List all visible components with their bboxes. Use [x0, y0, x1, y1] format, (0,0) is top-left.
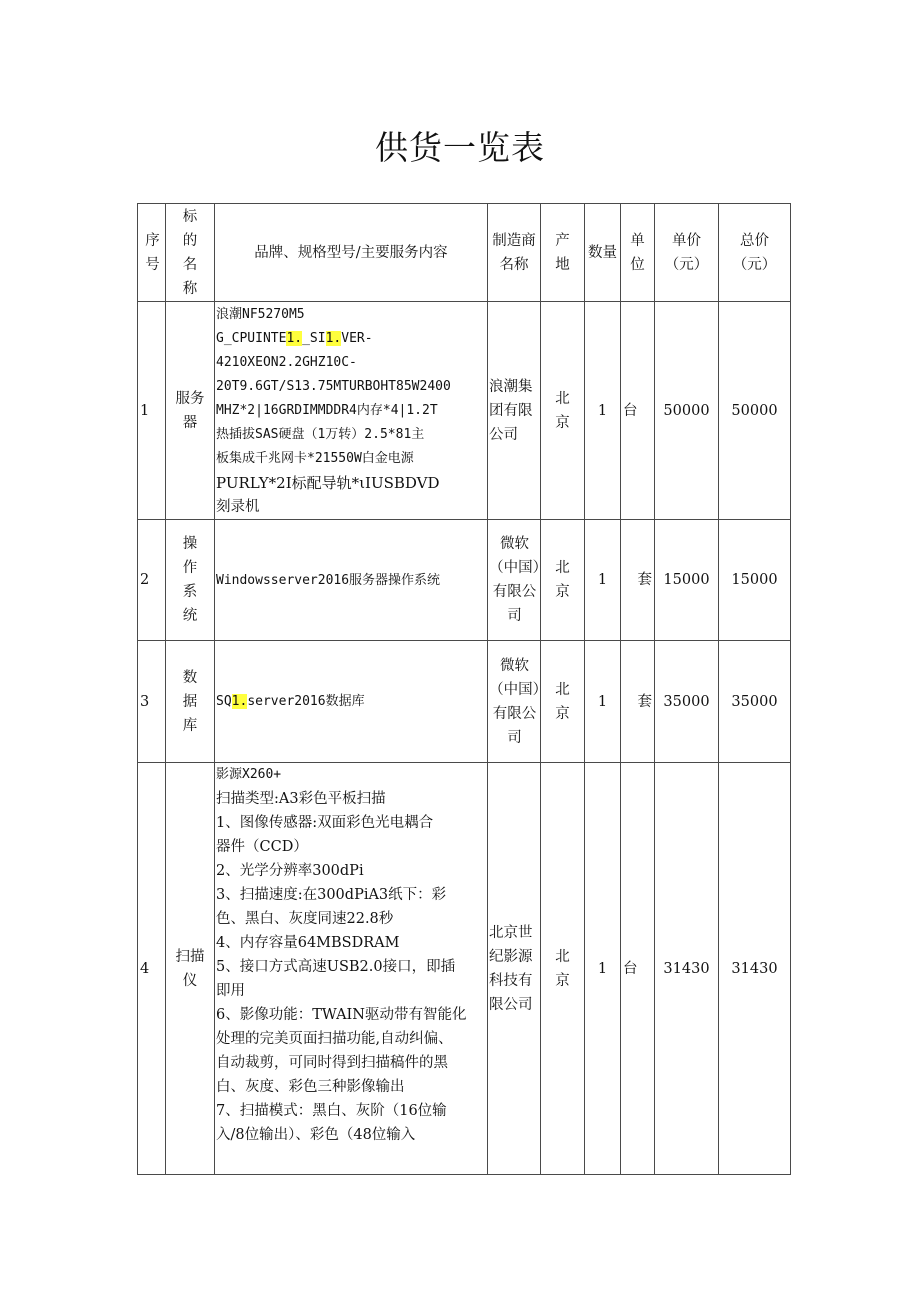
row-seq: 2	[138, 520, 166, 641]
row-unit: 套	[621, 641, 655, 763]
row-name: 数据库	[166, 641, 215, 763]
row-spec: 浪潮NF5270M5 G_CPUINTE1._SI1.VER- 4210XEON2.2GHZ10C- 20T9.6GT/S13.75MTURBOHT85W2400 MHZ*2|16GRDIMMDDR4内存*4|1.2T 热插拔SAS硬盘（1万转）2.5*81主 板集成千兆网卡*21550W白金电源 PURLY*2I标配导轨*ιIUSBDVD 刻录机	[215, 302, 488, 520]
row-total: 50000	[719, 302, 791, 520]
row-spec: Windowsserver2016服务器操作系统	[215, 520, 488, 641]
header-qty: 数量	[585, 204, 621, 302]
row-maker: 北京世纪影源科技有限公司	[488, 763, 541, 1175]
row-total: 15000	[719, 520, 791, 641]
table-row	[138, 641, 791, 763]
header-seq: 序号	[138, 204, 166, 302]
row-seq: 1	[138, 302, 166, 520]
header-unit: 单位	[621, 204, 655, 302]
row-spec: SQ1.server2016数据库	[215, 641, 488, 763]
row-total: 35000	[719, 641, 791, 763]
row-maker: 浪潮集团有限公司	[488, 302, 541, 520]
page-title: 供货一览表	[375, 128, 545, 167]
header-price: 单价（元）	[655, 204, 719, 302]
header-total: 总价（元）	[719, 204, 791, 302]
row-qty: 1	[585, 763, 621, 1175]
row-maker: 微软（中国）有限公司	[488, 641, 541, 763]
table-row	[138, 763, 791, 1175]
row-price: 50000	[655, 302, 719, 520]
row-spec: 影源X260+ 扫描类型:A3彩色平板扫描 1、图像传感器:双面彩色光电耦合 器件（CCD） 2、光学分辨率300dPi 3、扫描速度:在300dPiA3纸下：彩 色、黑白、灰度同速22.8秒 4、内存容量64MBSDRAM 5、接口方式高速USB2.0接口，即插 即用 6、影像功能：TWAIN驱动带有智能化 处理的完美页面扫描功能,自动纠偏、 自动裁剪，可同时得到扫描稿件的黑 白、灰度、彩色三种影像输出 7、扫描模式：黑白、灰阶（16位输 入/8位输出）、彩色（48位输入	[215, 763, 488, 1175]
row-qty: 1	[585, 520, 621, 641]
row-maker: 微软（中国）有限公司	[488, 520, 541, 641]
row-name: 服务器	[166, 302, 215, 520]
row-name: 操作系统	[166, 520, 215, 641]
row-origin: 北京	[541, 763, 585, 1175]
row-unit: 台	[621, 763, 655, 1175]
table-row	[138, 302, 791, 520]
row-name: 扫描仪	[166, 763, 215, 1175]
row-unit: 套	[621, 520, 655, 641]
header-maker: 制造商名称	[488, 204, 541, 302]
row-origin: 北京	[541, 520, 585, 641]
row-seq: 3	[138, 641, 166, 763]
header-spec: 品牌、规格型号/主要服务内容	[215, 204, 488, 302]
header-origin: 产地	[541, 204, 585, 302]
table-row	[138, 520, 791, 641]
row-price: 31430	[655, 763, 719, 1175]
row-origin: 北京	[541, 641, 585, 763]
header-name: 标的名称	[166, 204, 215, 302]
row-unit: 台	[621, 302, 655, 520]
row-qty: 1	[585, 641, 621, 763]
supply-table	[137, 203, 791, 1175]
row-price: 35000	[655, 641, 719, 763]
row-seq: 4	[138, 763, 166, 1175]
row-origin: 北京	[541, 302, 585, 520]
row-qty: 1	[585, 302, 621, 520]
row-total: 31430	[719, 763, 791, 1175]
table-header-row	[138, 204, 791, 302]
row-price: 15000	[655, 520, 719, 641]
